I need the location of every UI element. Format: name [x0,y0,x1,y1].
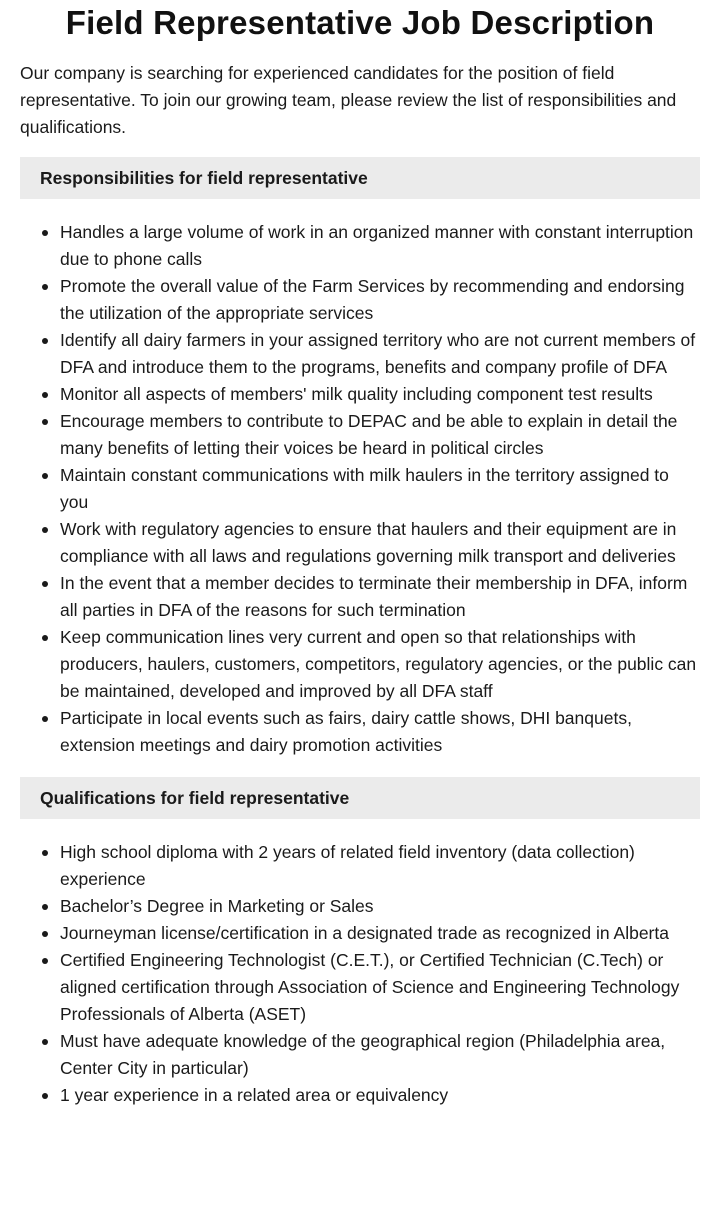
responsibility-item: Handles a large volume of work in an organized manner with constant interruption due to phone calls [60,219,700,273]
qualifications-heading: Qualifications for field representative [20,777,700,819]
qualifications-list [20,839,700,1109]
responsibility-item: Participate in local events such as fairs, dairy cattle shows, DHI banquets, extension meetings and dairy promotion activities [60,705,700,759]
qualification-item: High school diploma with 2 years of related field inventory (data collection) experience [60,839,700,893]
responsibility-item: In the event that a member decides to terminate their membership in DFA, inform all parties in DFA of the reasons for such termination [60,570,700,624]
qualification-item: 1 year experience in a related area or equivalency [60,1082,700,1109]
responsibility-item: Monitor all aspects of members' milk quality including component test results [60,381,700,408]
responsibilities-list [20,219,700,759]
responsibilities-heading: Responsibilities for field representative [20,157,700,199]
intro-paragraph: Our company is searching for experienced candidates for the position of field representative. To join our growing team, please review the list of responsibilities and qualifications. [20,63,677,137]
responsibility-item: Work with regulatory agencies to ensure that haulers and their equipment are in compliance with all laws and regulations governing milk transport and deliveries [60,516,700,570]
responsibility-item: Identify all dairy farmers in your assigned territory who are not current members of DFA and introduce them to the programs, benefits and company profile of DFA [60,327,700,381]
responsibility-item: Keep communication lines very current and open so that relationships with producers, haulers, customers, competitors, regulatory agencies, or the public can be maintained, developed and improved by all DFA staff [60,624,700,705]
qualification-item: Bachelor’s Degree in Marketing or Sales [60,893,700,920]
responsibility-item: Encourage members to contribute to DEPAC and be able to explain in detail the many benefits of letting their voices be heard in political circles [60,408,700,462]
responsibility-item: Maintain constant communications with milk haulers in the territory assigned to you [60,462,700,516]
qualification-item: Certified Engineering Technologist (C.E.T.), or Certified Technician (C.Tech) or aligned certification through Association of Science and Engineering Technology Professionals of Alberta (ASET) [60,947,700,1028]
qualification-item: Journeyman license/certification in a designated trade as recognized in Alberta [60,920,700,947]
qualification-item: Must have adequate knowledge of the geographical region (Philadelphia area, Center City in particular) [60,1028,700,1082]
page-title: Field Representative Job Description [65,4,655,41]
responsibility-item: Promote the overall value of the Farm Services by recommending and endorsing the utilization of the appropriate services [60,273,700,327]
